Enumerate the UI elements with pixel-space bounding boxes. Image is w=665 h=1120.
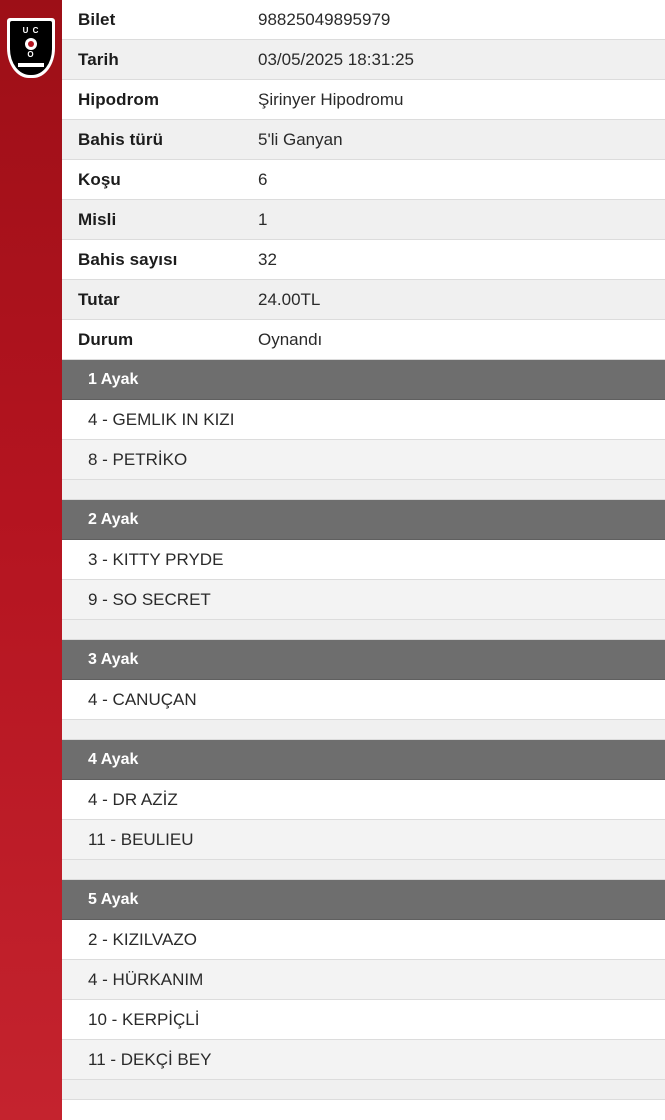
section-spacer [62,1080,665,1100]
leg-header: 1 Ayak [62,360,665,400]
crest-ball-icon [25,38,37,50]
section-spacer [62,860,665,880]
section-spacer [62,480,665,500]
crest-letters-top: U C [22,26,40,35]
sidebar-rail [0,0,62,1120]
row-value: 5'li Ganyan [258,129,343,149]
row-label: Misli [78,209,117,229]
row-label: Bahis sayısı [78,249,178,269]
list-item[interactable]: 3 - KITTY PRYDE [62,540,665,580]
table-row [62,120,665,160]
crest-letters-bottom: O [27,50,35,59]
list-item[interactable]: 10 - KERPİÇLİ [62,1000,665,1040]
list-item[interactable]: 4 - DR AZİZ [62,780,665,820]
row-value: 32 [258,249,277,269]
section-spacer [62,720,665,740]
row-label: Bilet [78,9,116,29]
table-row [62,240,665,280]
leg-section-5 [62,880,665,1100]
list-item[interactable]: 2 - KIZILVAZO [62,920,665,960]
leg-section-3 [62,640,665,740]
list-item[interactable]: 11 - BEULIEU [62,820,665,860]
row-value: 03/05/2025 18:31:25 [258,49,414,69]
crest-bar [18,63,44,67]
table-row [62,160,665,200]
row-value: 1 [258,209,268,229]
table-row [62,280,665,320]
row-label: Tutar [78,289,120,309]
row-label: Bahis türü [78,129,164,149]
list-item[interactable]: 4 - GEMLIK IN KIZI [62,400,665,440]
list-item[interactable]: 11 - DEKÇİ BEY [62,1040,665,1080]
leg-section-4 [62,740,665,880]
row-value: Oynandı [258,329,323,349]
table-row [62,0,665,40]
club-crest-logo [7,18,55,78]
row-label: Durum [78,329,134,349]
list-item[interactable]: 9 - SO SECRET [62,580,665,620]
leg-section-1 [62,360,665,500]
row-value: 98825049895979 [258,9,391,29]
leg-header: 2 Ayak [62,500,665,540]
table-row [62,80,665,120]
leg-header: 3 Ayak [62,640,665,680]
leg-section-2 [62,500,665,640]
crest-shape [7,18,55,78]
ticket-info-table [62,0,665,360]
leg-header: 5 Ayak [62,880,665,920]
table-row [62,40,665,80]
list-item[interactable]: 8 - PETRİKO [62,440,665,480]
list-item[interactable]: 4 - HÜRKANIM [62,960,665,1000]
section-spacer [62,620,665,640]
crest-inner [10,21,52,75]
row-label: Hipodrom [78,89,160,109]
table-row [62,320,665,360]
row-value: 24.00TL [258,289,321,309]
ticket-content [62,0,665,1120]
leg-header: 4 Ayak [62,740,665,780]
table-row [62,200,665,240]
row-label: Koşu [78,169,121,189]
list-item[interactable]: 4 - CANUÇAN [62,680,665,720]
row-value: Şirinyer Hipodromu [258,89,404,109]
row-label: Tarih [78,49,119,69]
row-value: 6 [258,169,268,189]
